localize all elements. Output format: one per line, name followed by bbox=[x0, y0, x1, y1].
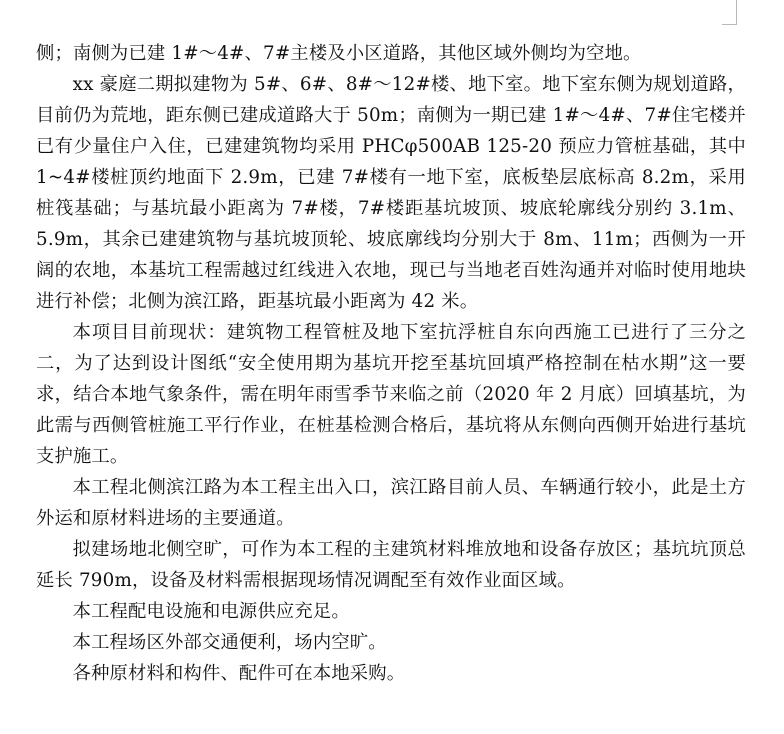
paragraph-6: 本工程配电设施和电源供应充足。 bbox=[72, 601, 350, 622]
paragraph-7: 本工程场区外部交通便利，场内空旷。 bbox=[72, 632, 387, 653]
paragraph-5: 拟建场地北侧空旷，可作为本工程的主建筑材料堆放地和设备存放区；基坑坑顶总延长 790m，设备及材料需根据现场情况调配至有效作业面区域。 bbox=[36, 539, 746, 591]
paragraph-4: 本工程北侧滨江路为本工程主出入口，滨江路目前人员、车辆通行较小，此是土方外运和原材料进场的主要通道。 bbox=[36, 477, 746, 529]
paragraph-8: 各种原材料和构件、配件可在本地采购。 bbox=[72, 663, 406, 684]
paragraph-3: 本项目目前现状：建筑物工程管桩及地下室抗浮桩自东向西施工已进行了三分之二，为了达到设计图纸“安全使用期为基坑开挖至基坑回填严格控制在枯水期”这一要求，结合本地气象条件，需在明年雨雪季节来临之前（2020 年 2 月底）回填基坑，为此需与西侧管桩施工平行作业，在桩基检测合格后，基坑将从东侧向西侧开始进行基坑支护施工。 bbox=[36, 322, 746, 467]
document-body bbox=[36, 38, 746, 689]
page-corner-mark bbox=[722, 0, 737, 25]
paragraph-1: 侧；南侧为已建 1#～4#、7#主楼及小区道路，其他区域外侧均为空地。 bbox=[36, 43, 642, 64]
paragraph-2: xx 豪庭二期拟建物为 5#、6#、8#～12#楼、地下室。地下室东侧为规划道路，目前仍为荒地，距东侧已建成道路大于 50m；南侧为一期已建 1#～4#、7#住宅楼并已有少量住户入住，已建建筑物均采用 PHCφ500AB 125-20 预应力管桩基础，其中 1~4#楼桩顶约地面下 2.9m，已建 7#楼有一地下室，底板垫层底标高 8.2m，采用桩筏基础；与基坑最小距离为 7#楼，7#楼距基坑坡顶、坡底轮廓线分别约 3.1m、5.9m，其余已建建筑物与基坑坡顶轮、坡底廓线均分别大于 8m、11m；西侧为一开阔的农地，本基坑工程需越过红线进入农地，现已与当地老百姓沟通并对临时使用地块进行补偿；北侧为滨江路，距基坑最小距离为 42 米。 bbox=[36, 74, 746, 312]
